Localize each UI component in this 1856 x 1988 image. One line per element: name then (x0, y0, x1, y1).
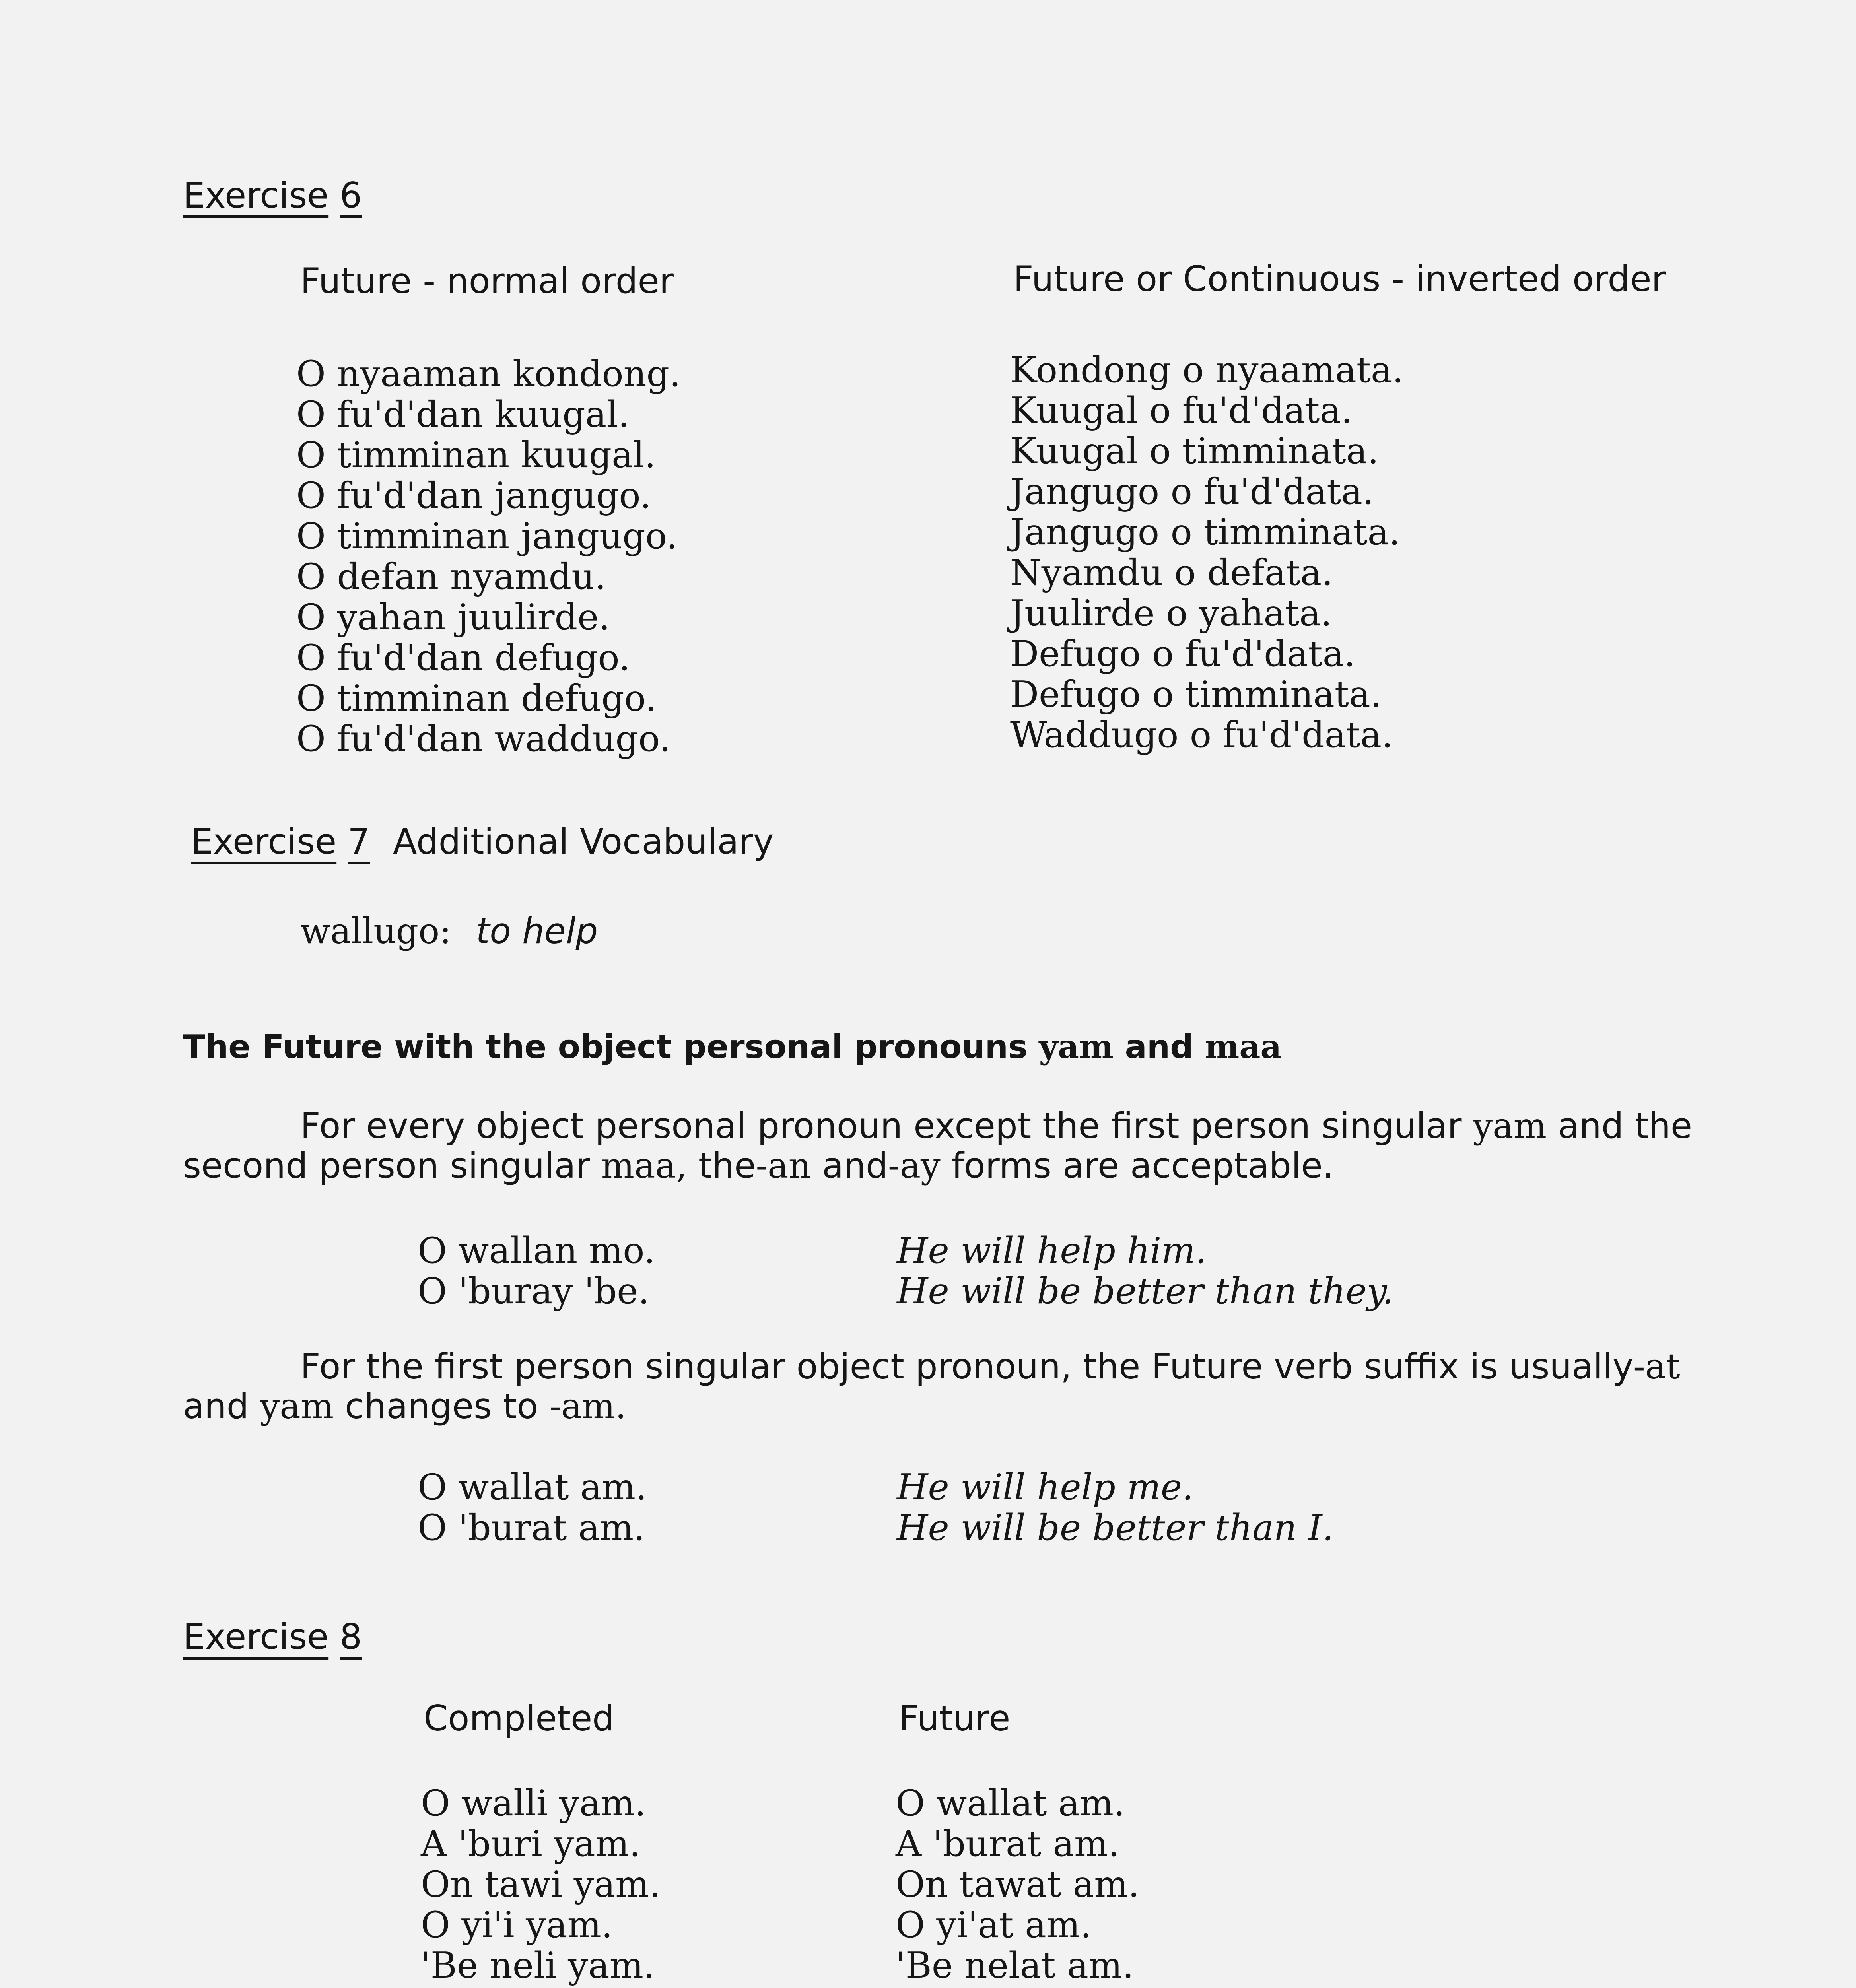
list-item: O yahan juulirde. (296, 596, 610, 638)
list-item: O yi'at am. (896, 1904, 1092, 1946)
list-item: O nyaaman kondong. (296, 353, 681, 395)
list-item: A 'buri yam. (421, 1823, 641, 1865)
example-4-pulaar: O 'burat am. (418, 1507, 645, 1549)
exercise-8-heading (183, 1616, 362, 1657)
list-item: 'Be nelat am. (896, 1945, 1134, 1986)
paragraph-text: For the first person singular object pronoun, the Future verb suffix is usually (300, 1346, 1633, 1387)
example-2-pulaar: O 'buray 'be. (418, 1270, 650, 1312)
list-item: Jangugo o fu'd'data. (1010, 471, 1374, 513)
exercise-8-right-list (896, 1783, 1139, 1986)
paragraph-text: and (822, 1145, 888, 1186)
list-item: Defugo o timminata. (1010, 674, 1382, 715)
list-item: On tawi yam. (421, 1864, 661, 1905)
suffix-ay: -ay (888, 1145, 941, 1186)
exercise-8-left-list (421, 1783, 661, 1986)
vocab-meaning: to help (476, 911, 598, 951)
list-item: O fu'd'dan waddugo. (296, 718, 671, 760)
exercise-6-heading-word: Exercise (183, 175, 329, 216)
exercise-7-heading-number: 7 (348, 821, 370, 862)
section-title-and: and (1125, 1028, 1193, 1066)
exercise-6-heading-number: 6 (340, 175, 362, 216)
paragraph-2-line-1 (300, 1346, 1680, 1387)
list-item: On tawat am. (896, 1864, 1140, 1905)
pronoun-yam: yam (260, 1386, 334, 1427)
example-2-english: He will be better than they. (897, 1270, 1394, 1312)
list-item: Waddugo o fu'd'data. (1010, 714, 1393, 756)
exercise-8-heading-word: Exercise (183, 1616, 329, 1657)
paragraph-1-line-2 (183, 1145, 1334, 1186)
suffix-am: -am. (549, 1386, 626, 1427)
paragraph-text: and the (1558, 1105, 1693, 1146)
list-item: O fu'd'dan kuugal. (296, 394, 630, 435)
exercise-6-left-header: Future - normal order (300, 260, 674, 301)
list-item: O yi'i yam. (421, 1904, 613, 1946)
exercise-7-heading-rest: Additional Vocabulary (393, 821, 774, 862)
list-item: A 'burat am. (896, 1823, 1119, 1865)
exercise-6-right-list (1010, 350, 1403, 755)
list-item: O wallat am. (896, 1782, 1125, 1824)
section-title-maa: maa (1205, 1028, 1282, 1066)
vocabulary-entry (300, 911, 598, 952)
paragraph-1-line-1 (300, 1105, 1692, 1146)
exercise-8-left-header: Completed (424, 1698, 614, 1739)
exercise-6-heading (183, 175, 362, 216)
list-item: 'Be neli yam. (421, 1945, 655, 1986)
list-item: O timminan jangugo. (296, 515, 678, 557)
exercise-6-left-list (296, 354, 681, 759)
section-title-text: The Future with the object personal pronouns (183, 1028, 1028, 1066)
example-1-english: He will help him. (897, 1230, 1207, 1272)
paragraph-text: For every object personal pronoun except the first person singular (300, 1105, 1462, 1146)
list-item: O defan nyamdu. (296, 556, 606, 598)
list-item: Kuugal o timminata. (1010, 430, 1379, 472)
list-item: O fu'd'dan defugo. (296, 637, 630, 679)
list-item: O fu'd'dan jangugo. (296, 475, 651, 516)
list-item: O timminan defugo. (296, 678, 657, 719)
paragraph-text: second person singular (183, 1145, 590, 1186)
vocab-word: wallugo: (300, 911, 451, 951)
pronoun-maa: maa, (601, 1145, 688, 1186)
paragraph-text: changes to (345, 1386, 538, 1427)
exercise-8-heading-number: 8 (340, 1616, 362, 1657)
pronoun-yam: yam (1473, 1105, 1547, 1146)
suffix-at: -at (1633, 1346, 1680, 1387)
paragraph-text: the (698, 1145, 756, 1186)
paragraph-text: forms are acceptable. (951, 1145, 1334, 1186)
exercise-7-heading-word: Exercise (191, 821, 337, 862)
example-3-pulaar: O wallat am. (418, 1466, 647, 1508)
paragraph-2-line-2 (183, 1386, 626, 1427)
list-item: O timminan kuugal. (296, 434, 656, 476)
exercise-8-right-header: Future (899, 1698, 1011, 1739)
example-3-english: He will help me. (897, 1466, 1193, 1508)
exercise-6-right-header: Future or Continuous - inverted order (1013, 258, 1666, 299)
example-1-pulaar: O wallan mo. (418, 1230, 655, 1272)
example-4-english: He will be better than I. (897, 1507, 1334, 1549)
suffix-an: -an (756, 1145, 811, 1186)
section-title-yam: yam (1039, 1028, 1114, 1066)
list-item: Jangugo o timminata. (1010, 511, 1400, 553)
list-item: O walli yam. (421, 1782, 646, 1824)
list-item: Kondong o nyaamata. (1010, 349, 1404, 391)
exercise-7-heading (191, 821, 774, 862)
list-item: Kuugal o fu'd'data. (1010, 390, 1353, 431)
section-title (183, 1028, 1281, 1066)
list-item: Nyamdu o defata. (1010, 552, 1333, 594)
list-item: Defugo o fu'd'data. (1010, 633, 1355, 675)
paragraph-text: and (183, 1386, 249, 1427)
list-item: Juulirde o yahata. (1010, 592, 1332, 634)
